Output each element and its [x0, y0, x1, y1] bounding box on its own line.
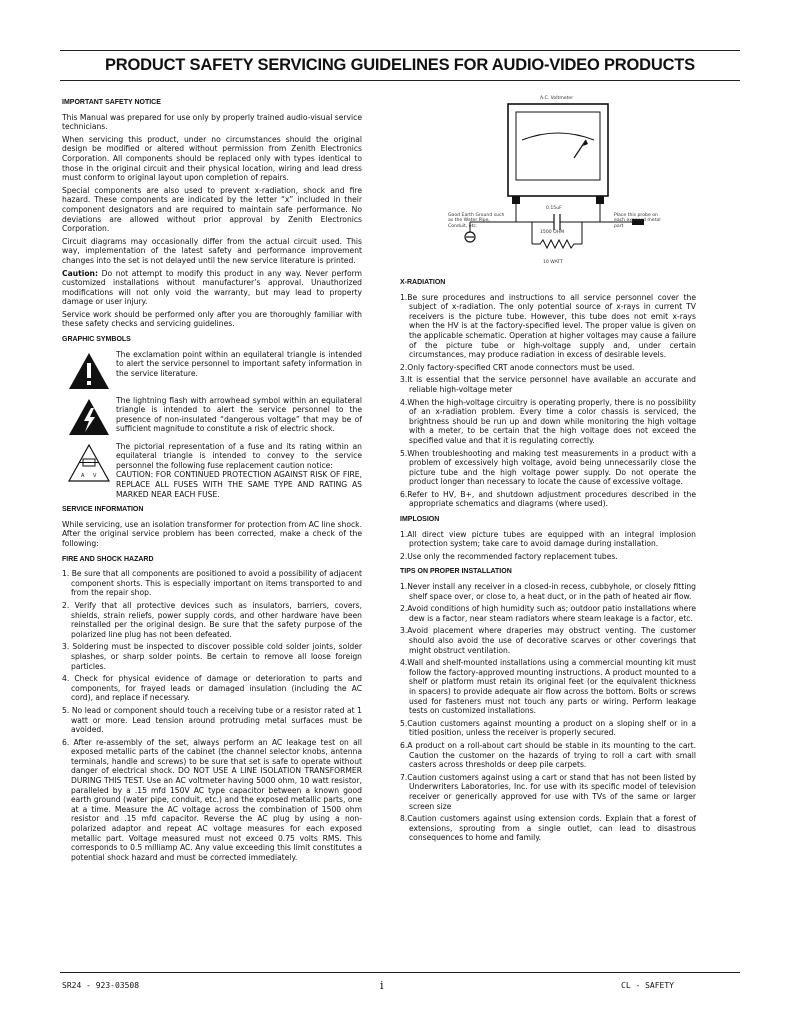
list-item: 2.Only factory-specified CRT anode connectors must be used. — [400, 362, 635, 372]
important-p2: When servicing this product, under no circumstances should the original design be modified or altered without permission from Zenith Electronics Corporation. All components should be replaced only with types identical to those in the original circuit and their physical location, wiring and lead dress must conform to original layout upon completion of repairs. — [62, 134, 362, 183]
lightning-triangle-icon — [68, 398, 110, 436]
implosion-list — [400, 530, 696, 562]
voltmeter-test-diagram — [400, 96, 696, 272]
voltmeter-label: A.C. Voltmeter — [540, 96, 574, 101]
list-item: 8.Caution customers against using extension cords. Explain that a forest of extensions, sprouting from a single outlet, can lead to disastrous consequences to home and family. — [400, 814, 696, 843]
list-item: 1.Be sure procedures and instructions to all service personnel cover the subject of x-radiation. The only potential source of x-rays in current TV receivers is the picture tube. However, this tube does not emit x-rays when the HV is at the factory-specified level. The proper value is given on the applicable schematic. Operation at higher voltages may cause a failure of the picture tube or high-voltage supply and, under certain circumstances, may produce radiation in excess of desirable levels. — [400, 292, 696, 360]
list-item: 2.Avoid conditions of high humidity such as; outdoor patio installations where dew is a factor, near steam radiators where steam leakage is a factor, etc. — [400, 604, 696, 623]
installation-tips-heading: TIPS ON PROPER INSTALLATION — [400, 568, 512, 576]
list-item: 3.Avoid placement where draperies may obstruct venting. The customer should also avoid the use of decorative scarves or other coverings that might obstruct ventilation. — [400, 626, 696, 655]
x-radiation-list — [400, 293, 696, 509]
list-item: 3. Soldering must be inspected to discover possible cold solder joints, solder splashes, or sharp solder points. Be certain to remove all loose foreign particles. — [62, 642, 362, 671]
resistor-label: 1500 OHM — [540, 230, 565, 235]
fuse-triangle-icon — [68, 444, 110, 482]
top-rule — [60, 50, 740, 51]
footer-page-number: i — [380, 979, 384, 992]
list-item: 1.Never install any receiver in a closed-in recess, cubbyhole, or closely fitting shelf space over, or close to, a heat duct, or in the path of heated air flow. — [400, 582, 696, 601]
right-column — [400, 98, 696, 846]
lightning-symbol-row — [62, 396, 362, 436]
fuse-text-block — [116, 442, 362, 500]
important-p3: Special components are also used to prevent x-radiation, shock and fire hazard. These components are indicated by the letter “x” included in their component designators and are required to maintain safe performance. No deviations are allowed without prior approval by Zenith Electronics Corporation. — [62, 185, 362, 234]
list-item: 4.Wall and shelf-mounted installations using a commercial mounting kit must follow the factory-approved mounting instructions. A product mounted to a shelf or platform must retain its original feet (or the equivalent thickness in spacers) to provide adequate air flow across the bottom. Bolts or screws used for fasteners must not touch any parts or wiring. Perform leakage tests on customized installations. — [400, 658, 696, 716]
footer-section: CL - SAFETY — [621, 981, 674, 990]
list-item: 5.Caution customers against mounting a product on a sloping shelf or in a titled position, unless the receiver is properly secured. — [400, 718, 696, 738]
ground-label: Good Earth Ground such as the Water Pipe, Conduit, etc. — [448, 213, 505, 229]
list-item: 6.Refer to HV, B+, and shutdown adjustment procedures described in the appropriate schematics and diagrams (where used). — [400, 489, 696, 509]
fuse-symbol-row — [62, 442, 362, 500]
exclamation-text: The exclamation point within an equilateral triangle is intended to alert the service personnel to important safety information in the service literature. — [116, 349, 362, 378]
graphic-symbols-heading: GRAPHIC SYMBOLS — [62, 336, 131, 344]
lightning-text: The lightning flash with arrowhead symbol within an equilateral triangle is intended to alert the service personnel to the presence of non-insulated “dangerous voltage” that may be of sufficient magnitude to constitute a risk of electric shock. — [116, 395, 362, 434]
caution-text: Do not attempt to modify this product in any way. Never perform customized installations without manufacturer’s approval. Unauthorized modifications will not only void the warranty, but may lead to property damage or user injury. — [62, 268, 362, 307]
fire-shock-list — [62, 569, 362, 862]
fuse-text: The pictorial representation of a fuse and its rating within an equilateral triangle is intended to convey to the service personnel the following fuse replacement caution notice: — [116, 441, 362, 470]
capacitor-label: 0.15uF — [546, 206, 562, 211]
fuse-icon-v: V — [93, 472, 97, 479]
list-item: 4.When the high-voltage circuitry is operating properly, there is no possibility of an x-radiation problem. Every time a color chassis is serviced, the brightness should be run up and down while monitoring the high voltage with a meter, to be certain that the high voltage does not exceed the specified value and that it is regulating correctly. — [400, 397, 696, 445]
exclamation-triangle-icon — [68, 352, 110, 390]
probe-label: Place this probe on each exposed metal part — [614, 213, 661, 229]
x-radiation-heading: X-RADIATION — [400, 279, 446, 286]
important-safety-heading: IMPORTANT SAFETY NOTICE — [62, 99, 161, 106]
list-item: 2. Verify that all protective devices such as insulators, barriers, covers, shields, strain reliefs, power supply cords, and other hardware have been reinstalled per the original design. Be sure that the safety purpose of the polarized line plug has not been defeated. — [62, 600, 362, 639]
important-p6: Service work should be performed only after you are thoroughly familiar with these safety checks and servicing guidelines. — [62, 309, 362, 329]
implosion-heading: IMPLOSION — [400, 516, 440, 524]
caution-paragraph — [62, 269, 362, 307]
list-item: 2.Use only the recommended factory replacement tubes. — [400, 551, 618, 561]
list-item: 6. After re-assembly of the set, always perform an AC leakage test on all exposed metallic parts of the cabinet (the channel selector knobs, antenna terminals, handle and screws) to be sure that set is safe to operate without danger of electrical shock. DO NOT USE A LINE ISOLATION TRANSFORMER DURING THIS TEST. Use an AC voltmeter having 5000 ohm, 10 watt resistor, paralleled by a .15 mfd 150V AC type capacitor between a known good earth ground (water pipe, conduit, etc.) and the exposed metallic parts, one at a time. Measure the AC voltage across the combination of 1500 ohm resistor and .15 mfd capacitor. Reverse the AC plug by using a non-polarized adaptor and repeat AC voltage measures for each exposed metallic part. Voltage measured must not exceed 0.75 volts RMS. This corresponds to 0.5 milliamp AC. Any value exceeding this limit constitutes a potential shock hazard and must be corrected immediately. — [62, 737, 362, 862]
list-item: 6.A product on a roll-about cart should be stable in its mounting to the cart. Caution the customer on the hazards of trying to roll a cart with small casters across thresholds or deep pile carpets. — [400, 740, 696, 770]
list-item: 4. Check for physical evidence of damage or deterioration to parts and components, for frayed leads or damaged insulation (including the AC cord), and replace if necessary. — [62, 674, 362, 703]
list-item: 7.Caution customers against using a cart or stand that has not been listed by Underwriters Laboratories, Inc. for use with its specific model of television receiver or generically approved for use with TVs of the same or larger screen size — [400, 772, 696, 811]
page-title: PRODUCT SAFETY SERVICING GUIDELINES FOR AUDIO-VIDEO PRODUCTS — [104, 56, 695, 74]
title-underline — [60, 80, 740, 81]
caution-label: Caution: — [62, 268, 98, 278]
watt-label: 10 WATT — [543, 260, 563, 265]
footer-rule — [60, 972, 740, 973]
important-p4: Circuit diagrams may occasionally differ from the actual circuit used. This way, implementation of the latest safety and performance improvement changes into the set is not delayed until the new service literature is printed. — [62, 236, 362, 265]
installation-tips-list — [400, 582, 696, 843]
list-item: 5. No lead or component should touch a receiving tube or a resistor rated at 1 watt or more. Lead tension around protruding metal surfaces must be avoided. — [62, 705, 362, 735]
fuse-icon-a: A — [81, 472, 85, 479]
exclamation-symbol-row — [62, 350, 362, 390]
fire-shock-heading: FIRE AND SHOCK HAZARD — [62, 555, 154, 563]
service-p1: While servicing, use an isolation transformer for protection from AC line shock. After the original service problem has been corrected, make a check of the following: — [62, 519, 362, 548]
list-item: 1.All direct view picture tubes are equipped with an integral implosion protection system; take care to avoid damage during installation. — [400, 529, 696, 549]
list-item: 1. Be sure that all components are positioned to avoid a possibility of adjacent component shorts. This is especially important on items transported to and from the repair shop. — [62, 569, 362, 598]
footer-doc-number: SR24 - 923-03508 — [62, 981, 140, 990]
important-p1: This Manual was prepared for use only by properly trained audio-visual service technicians. — [62, 112, 362, 132]
fuse-caution: CAUTION: FOR CONTINUED PROTECTION AGAINST RISK OF FIRE, REPLACE ALL FUSES WITH THE SAME TYPE AND RATING AS MARKED NEAR EACH FUSE. — [116, 470, 362, 499]
list-item: 3.It is essential that the service personnel have available an accurate and reliable high-voltage meter — [400, 375, 696, 394]
left-column — [62, 98, 362, 865]
circuit-diagram — [400, 96, 696, 272]
list-item: 5.When troubleshooting and making test measurements in a product with a problem of excessively high voltage, avoid being unnecessarily close the picture tube and the high voltage power supply. Do not operate the product longer than necessary to locate the cause of excessive voltage. — [400, 448, 696, 487]
service-information-heading: SERVICE INFORMATION — [62, 506, 144, 514]
